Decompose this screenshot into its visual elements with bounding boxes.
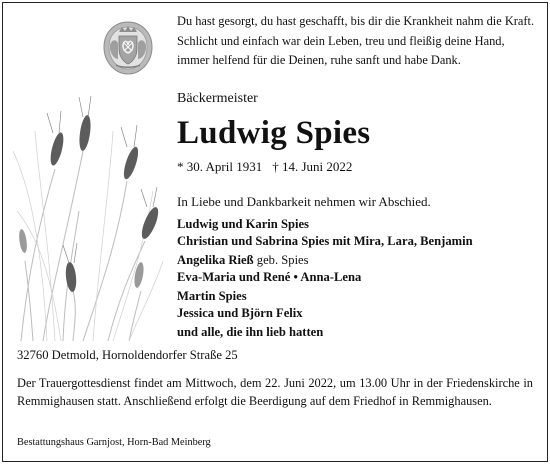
mourner-group (177, 324, 473, 341)
poem-line: immer helfend für die Deinen, ruhe sanft und habe Dank. (177, 53, 461, 67)
deceased-name: Ludwig Spies (177, 115, 371, 151)
mourner-line: Christian und Sabrina Spies mit Mira, Lara, Benjamin (177, 234, 473, 248)
farewell-statement: In Liebe und Dankbarkeit nehmen wir Abschied. (177, 194, 431, 209)
mourners-list (177, 216, 473, 343)
birth-name: geb. Spies (256, 253, 309, 267)
funeral-home: Bestattungshaus Garnjost, Horn-Bad Meinberg (17, 437, 211, 448)
mourner-group (177, 216, 473, 250)
birth-date: * 30. April 1931 (177, 159, 263, 174)
mourner-closing: und alle, die ihn lieb hatten (177, 325, 324, 339)
mourner-line: Ludwig und Karin Spies (177, 217, 309, 231)
bakers-guild-seal-icon (100, 19, 156, 77)
wheat-ears-illustration (13, 91, 173, 343)
memorial-poem (177, 12, 547, 71)
family-address: 32760 Detmold, Hornoldendorfer Straße 25 (17, 348, 238, 362)
profession: Bäckermeister (177, 91, 258, 106)
mourner-line: Angelika Rieß (177, 253, 254, 267)
poem-line: Schlicht und einfach war dein Leben, treu und fleißig deine Hand, (177, 33, 505, 48)
life-dates (177, 159, 352, 175)
obituary-notice (2, 2, 548, 462)
death-date: † 14. Juni 2022 (272, 159, 353, 174)
funeral-service-info: Der Trauergottesdienst findet am Mittwoch, dem 22. Juni 2022, um 13.00 Uhr in der Friedenskirche in Remmighausen statt. Anschließend erfolgt die Beerdigung auf dem Friedhof in Remmighausen. (17, 376, 533, 408)
mourner-group (177, 288, 473, 322)
mourner-line: Eva-Maria und René • Anna-Lena (177, 270, 362, 284)
mourner-line: Jessica und Björn Felix (177, 306, 303, 320)
mourner-line: Martin Spies (177, 289, 247, 303)
mourner-group (177, 252, 473, 286)
poem-line: Du hast gesorgt, du hast geschafft, bis dir die Krankheit nahm die Kraft. (177, 14, 535, 28)
